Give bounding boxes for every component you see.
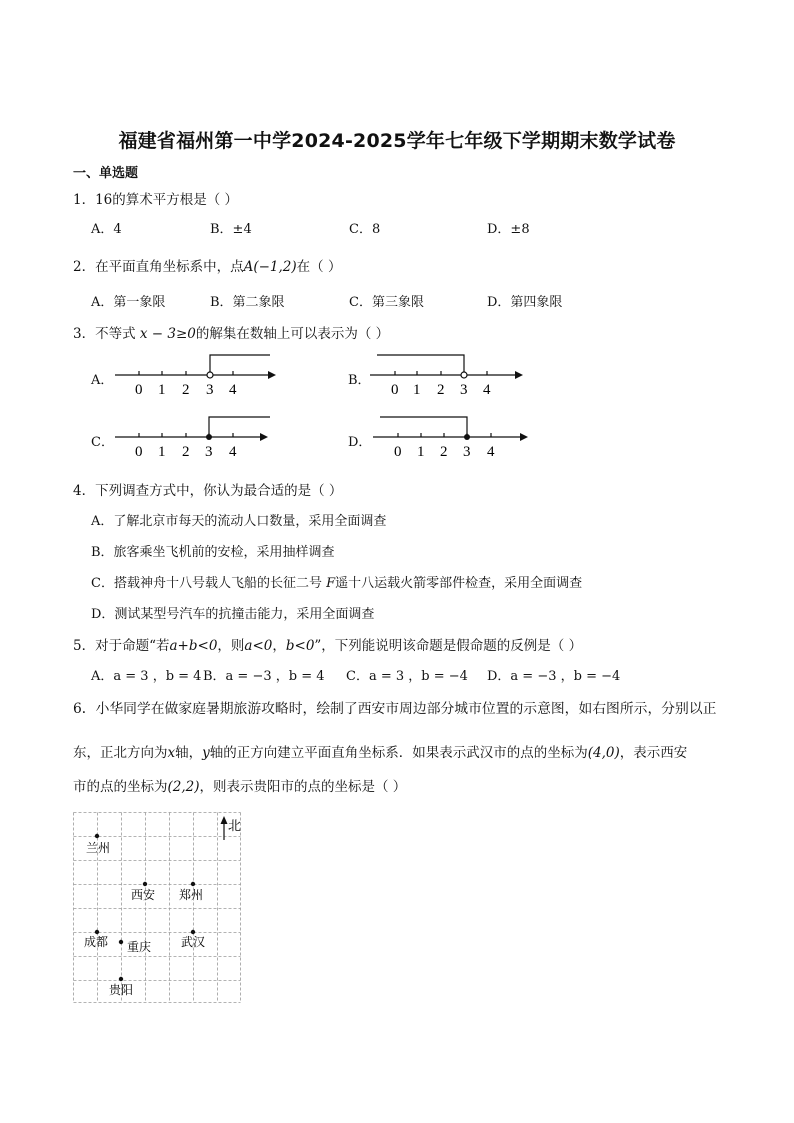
question-5-stem-c: ， [272,638,286,654]
city-label-chongqing: 重庆 [127,940,152,954]
city-label-guiyang: 贵阳 [109,983,134,997]
north-label: 北 [228,818,242,833]
question-5-option-a[interactable]: A．a = 3 ，b = 4 [91,669,202,684]
tick-1: 1 [158,444,166,460]
city-dot-wuhan [191,930,195,934]
question-2-option-a[interactable]: A．第一象限 [91,295,166,310]
question-2-point: A(−1,2) [243,259,297,275]
tick-0: 0 [135,382,143,398]
tick-0: 0 [135,444,143,460]
tick-3: 3 [463,444,471,460]
question-4-option-c-end: 遥十八运载火箭零部件检查，采用全面调查 [335,576,583,591]
question-6-line-1: 6．小华同学在做家庭暑期旅游攻略时，绘制了西安市周边部分城市位置的示意图，如右图所示，分别以正 [73,701,717,717]
question-1-option-d[interactable]: D．±8 [487,222,530,237]
question-6-x-var: x [167,745,176,761]
tick-1: 1 [158,382,166,398]
question-6-line-2b: 轴， [175,745,203,761]
question-1-stem: 1．16的算术平方根是（ ） [73,192,239,208]
tick-4: 4 [229,382,237,398]
question-5-cond2: a<0 [244,638,273,654]
city-dot-chengdu [95,930,99,934]
tick-1: 1 [413,382,421,398]
question-5-stem-a: 5．对于命题“若 [73,638,170,654]
question-1-option-b[interactable]: B．±4 [210,222,252,237]
question-3-option-d-label[interactable]: D． [348,435,372,450]
tick-2: 2 [182,382,190,398]
question-4-option-c-var: F [326,576,336,591]
question-6-y-var: y [202,745,210,761]
tick-4: 4 [483,382,491,398]
tick-2: 2 [440,444,448,460]
question-2-option-c[interactable]: C．第三象限 [349,295,424,310]
question-6-xian-coord: (2,2) [167,779,200,795]
question-1-option-c[interactable]: C．8 [349,222,381,237]
question-4-option-a[interactable]: A．了解北京市每天的流动人口数量，采用全面调查 [91,514,387,529]
question-6-line-2c: 轴的正方向建立平面直角坐标系．如果表示武汉市的点的坐标为 [209,745,588,761]
question-4-option-d[interactable]: D．测试某型号汽车的抗撞击能力，采用全面调查 [91,607,375,622]
tick-1: 1 [417,444,425,460]
city-label-chengdu: 成都 [84,935,109,949]
question-3-stem [73,322,389,342]
question-1-option-a[interactable]: A．4 [91,222,122,237]
question-3-stem-start: 3．不等式 [73,326,136,342]
number-line-b [365,345,535,401]
question-3-option-a-label[interactable]: A． [91,373,114,388]
question-6-line-3b: ，则表示贵阳市的点的坐标是（ ） [199,779,407,795]
city-map-grid [73,812,243,1006]
question-2-option-b[interactable]: B．第二象限 [210,295,285,310]
city-dot-xian [143,882,147,886]
question-3-option-c-label[interactable]: C． [91,435,114,450]
tick-0: 0 [394,444,402,460]
question-2-stem-end: 在（ ） [296,259,342,275]
question-3-option-b-label[interactable]: B． [348,373,371,388]
tick-4: 4 [487,444,495,460]
tick-3: 3 [206,382,214,398]
city-label-xian: 西安 [131,888,156,902]
city-dot-chongqing [119,940,123,944]
question-3-stem-end: 的解集在数轴上可以表示为（ ） [195,326,390,342]
question-5-option-b[interactable]: B．a = −3 ，b = 4 [203,669,325,684]
question-6-line-2 [73,741,687,761]
city-label-wuhan: 武汉 [181,935,206,949]
question-6-wuhan-coord: (4,0) [587,745,620,761]
tick-2: 2 [182,444,190,460]
tick-0: 0 [391,382,399,398]
question-6-line-2a: 东，正北方向为 [73,745,168,761]
question-4-option-b[interactable]: B．旅客乘坐飞机前的安检，采用抽样调查 [91,545,335,560]
tick-2: 2 [437,382,445,398]
question-2-stem-start: 2．在平面直角坐标系中，点 [73,259,244,275]
city-dot-lanzhou [95,834,99,838]
question-4-stem: 4．下列调查方式中，你认为最合适的是（ ） [73,483,343,499]
question-5-cond3: b<0 [285,638,315,654]
question-2-stem [73,255,341,275]
question-5-stem-b: ，则 [217,638,245,654]
question-6-line-3a: 市的点的坐标为 [73,779,168,795]
tick-3: 3 [205,444,213,460]
question-6-line-3 [73,775,406,795]
number-line-d [368,407,538,463]
number-line-c [110,407,280,463]
question-3-inequality: x − 3≥0 [139,326,196,342]
page-title: 福建省福州第一中学2024-2025学年七年级下学期期末数学试卷 [118,130,676,152]
question-4-option-c[interactable] [91,572,582,591]
question-5-cond1: a+b<0 [169,638,218,654]
city-label-zhengzhou: 郑州 [179,888,204,902]
city-dot-guiyang [119,977,123,981]
question-2-option-d[interactable]: D．第四象限 [487,295,563,310]
tick-4: 4 [229,444,237,460]
question-5-stem-d: ”，下列能说明该命题是假命题的反例是（ ） [314,638,583,654]
question-5-option-c[interactable]: C．a = 3 ，b = −4 [346,669,468,684]
section-heading: 一、单选题 [73,166,139,181]
question-6-line-2d: ，表示西安 [619,745,688,761]
tick-3: 3 [460,382,468,398]
question-5-stem [73,634,582,654]
number-line-a [110,345,280,401]
question-5-option-d[interactable]: D．a = −3 ，b = −4 [487,669,621,684]
question-4-option-c-start: C．搭载神舟十八号载人飞船的长征二号 [91,576,322,591]
city-label-lanzhou: 兰州 [86,841,111,855]
city-dot-zhengzhou [191,882,195,886]
